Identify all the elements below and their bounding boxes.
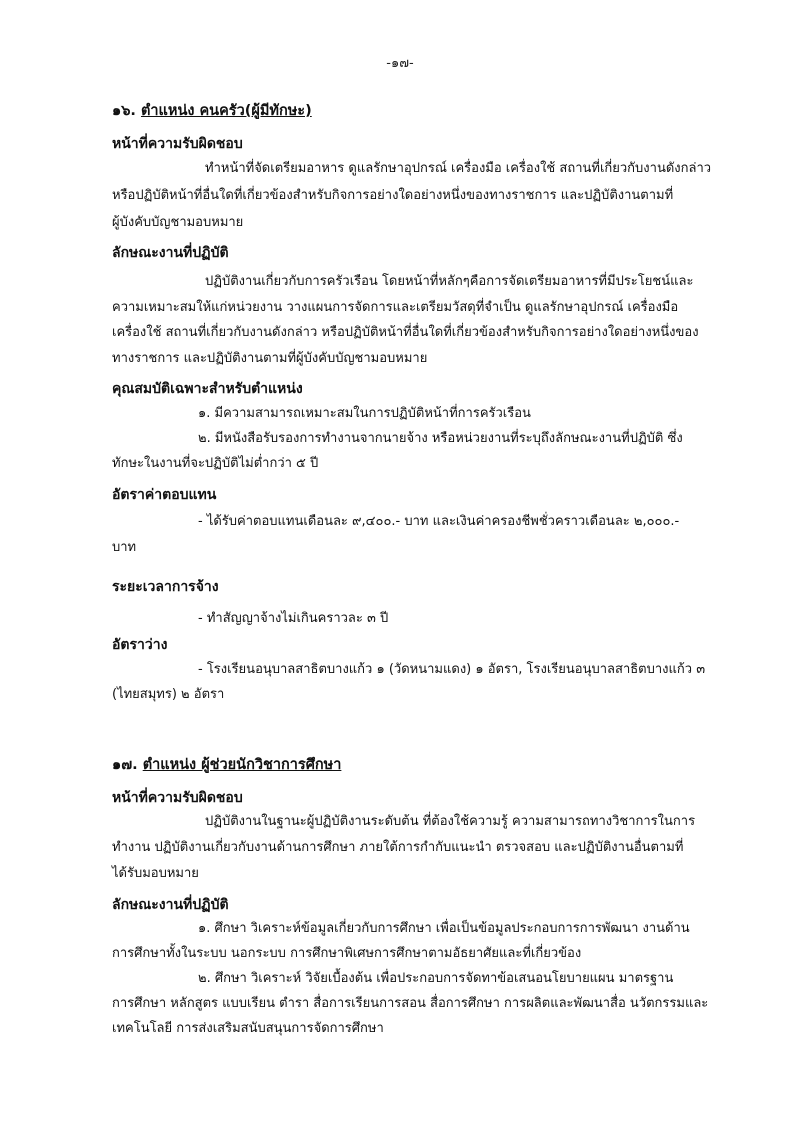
work-line: เทคโนโลยี การส่งเสริมสนับสนุนการจัดการศึกษา xyxy=(112,1021,384,1036)
pay-line: บาท xyxy=(112,540,137,555)
vacancy-line: - โรงเรียนอนุบาลสาธิตบางแก้ว ๑ (วัดหนามแดง) ๑ อัตรา, โรงเรียนอนุบาลสาธิตบางแก้ว ๓ xyxy=(198,662,706,677)
work-line: การศึกษา หลักสูตร แบบเรียน ตำรา สื่อการเรียนการสอน สื่อการศึกษา การผลิตและพัฒนาสื่อ นวัตกรรมและ xyxy=(112,996,709,1011)
qualification-item: ๑. มีความสามารถเหมาะสมในการปฏิบัติหน้าที่การครัวเรือน xyxy=(198,406,531,421)
section-number: ๑๗. xyxy=(112,757,138,773)
section-number: ๑๖. xyxy=(112,103,136,119)
duties-line: หรือปฏิบัติหน้าที่อื่นใดที่เกี่ยวข้องสำหรับกิจการอย่างใดอย่างหนึ่งของทางราชการ และปฏิบัติงานตามที่ xyxy=(112,188,674,203)
term-heading: ระยะเวลาการจ้าง xyxy=(112,579,219,595)
duties-line: ทำหน้าที่จัดเตรียมอาหาร ดูแลรักษาอุปกรณ์ เครื่องมือ เครื่องใช้ สถานที่เกี่ยวกับงานดังกล่าว xyxy=(205,161,712,176)
position-title: ตำแหน่ง คนครัว(ผู้มีทักษะ) xyxy=(140,103,312,119)
vacancy-heading: อัตราว่าง xyxy=(112,637,168,653)
position-title: ตำแหน่ง ผู้ช่วยนักวิชาการศึกษา xyxy=(142,757,342,773)
section-16-title xyxy=(112,101,692,121)
work-line: ปฏิบัติงานเกี่ยวกับการครัวเรือน โดยหน้าที่หลักๆคือการจัดเตรียมอาหารที่มีประโยชน์และ xyxy=(205,274,694,289)
section-17-title xyxy=(112,755,692,775)
work-line: การศึกษาทั้งในระบบ นอกระบบ การศึกษาพิเศษการศึกษาตามอัธยาศัยและที่เกี่ยวข้อง xyxy=(112,946,582,961)
duties-line: ทำงาน ปฏิบัติงานเกี่ยวกับงานด้านการศึกษา ภายใต้การกำกับแนะนำ ตรวจสอบ และปฏิบัติงานอื่นตามที่ xyxy=(112,840,684,855)
work-line: เครื่องใช้ สถานที่เกี่ยวกับงานดังกล่าว หรือปฏิบัติหน้าที่อื่นใดที่เกี่ยวข้องสำหรับกิจการอย่างใดอย่างหนึ่งของ xyxy=(112,325,699,340)
work-line: ๒. ศึกษา วิเคราะห์ วิจัยเบื้องต้น เพื่อประกอบการจัดทาข้อเสนอนโยบายแผน มาตรฐาน xyxy=(198,971,674,986)
work-line: ทางราชการ และปฏิบัติงานตามที่ผู้บังคับบัญชามอบหมาย xyxy=(112,351,428,366)
qualifications-heading: คุณสมบัติเฉพาะสำหรับตำแหน่ง xyxy=(112,381,303,397)
duties-heading: หน้าที่ความรับผิดชอบ xyxy=(112,136,243,152)
duties-heading: หน้าที่ความรับผิดชอบ xyxy=(112,790,243,806)
duties-line: ปฏิบัติงานในฐานะผู้ปฏิบัติงานระดับต้น ที่ต้องใช้ความรู้ ความสามารถทางวิชาการในการ xyxy=(205,814,696,829)
duties-line: ผู้บังคับบัญชามอบหมาย xyxy=(112,215,244,230)
term-line: - ทำสัญญาจ้างไม่เกินคราวละ ๓ ปี xyxy=(198,611,389,626)
qualification-item: ทักษะในงานที่จะปฏิบัติไม่ต่ำกว่า ๕ ปี xyxy=(112,456,319,471)
work-heading: ลักษณะงานที่ปฏิบัติ xyxy=(112,245,229,261)
work-heading: ลักษณะงานที่ปฏิบัติ xyxy=(112,897,229,913)
work-line: ๑. ศึกษา วิเคราะห์ข้อมูลเกี่ยวกับการศึกษา เพื่อเป็นข้อมูลประกอบการการพัฒนา งานด้าน xyxy=(198,921,690,936)
work-line: ความเหมาะสมให้แก่หน่วยงาน วางแผนการจัดการและเตรียมวัสดุที่จำเป็น ดูแลรักษาอุปกรณ์ เครื่องมือ xyxy=(112,300,679,315)
duties-line: ได้รับมอบหมาย xyxy=(112,866,199,881)
pay-line: - ได้รับค่าตอบแทนเดือนละ ๙,๔๐๐.- บาท และเงินค่าครองชีพชั่วคราวเดือนละ ๒,๐๐๐.- xyxy=(198,514,680,529)
vacancy-line: (ไทยสมุทร) ๒ อัตรา xyxy=(112,687,225,702)
qualification-item: ๒. มีหนังสือรับรองการทำงานจากนายจ้าง หรือหน่วยงานที่ระบุถึงลักษณะงานที่ปฏิบัติ ซึ่ง xyxy=(198,431,683,446)
pay-heading: อัตราค่าตอบแทน xyxy=(112,487,217,503)
page-number: -๑๗- xyxy=(386,56,414,71)
